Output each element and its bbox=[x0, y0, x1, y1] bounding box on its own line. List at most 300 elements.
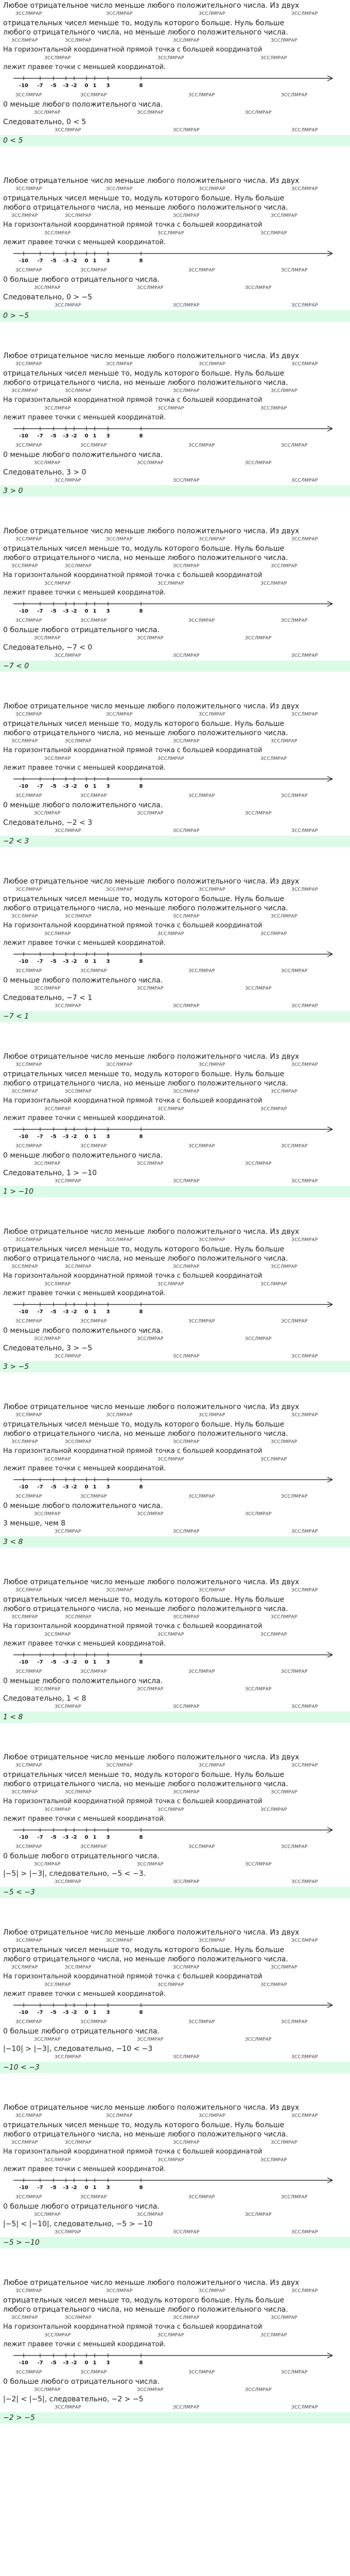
watermark-label: ЗССЛМРАР bbox=[188, 1494, 215, 1499]
tick-label: 0 bbox=[84, 2360, 89, 2366]
watermark-label: ЗССЛМРАР bbox=[80, 268, 107, 273]
comparison-text: |−5| < |−10|, следовательно, −5 > −10 bbox=[3, 2220, 153, 2228]
solution-block bbox=[0, 1577, 350, 1752]
watermark-label: ЗССЛМРАР bbox=[106, 1938, 133, 1943]
answer-bar bbox=[0, 1011, 350, 1022]
rule-text-5: лежит правее точки с меньшей координатой. bbox=[3, 63, 166, 71]
tick-label: 1 bbox=[93, 1484, 97, 1490]
watermark-label: ЗССЛМРАР bbox=[157, 56, 184, 61]
watermark-label: ЗССЛМРАР bbox=[65, 38, 92, 43]
rule-text-4: На горизонтальной координатной прямой точка с большей координатой bbox=[3, 1973, 262, 1980]
tick-label: -3 bbox=[63, 1835, 69, 1840]
watermark-label: ЗССЛМРАР bbox=[15, 93, 42, 98]
tick-label: -2 bbox=[71, 258, 77, 264]
watermark-label: ЗССЛМРАР bbox=[245, 1161, 272, 1166]
watermark-label: ЗССЛМРАР bbox=[199, 1413, 225, 1418]
tick-label: -2 bbox=[71, 1835, 77, 1840]
watermark-label: ЗССЛМРАР bbox=[106, 1238, 133, 1243]
label-row bbox=[3, 477, 347, 485]
rule-text-2: отрицательных чисел меньше то, модуль которого больше. Нуль больше bbox=[3, 1946, 285, 1954]
watermark-label: ЗССЛМРАР bbox=[281, 2195, 308, 2200]
answer-bar bbox=[0, 310, 350, 321]
solution-block bbox=[0, 2102, 350, 2277]
answer-text: 3 > 0 bbox=[3, 487, 23, 495]
rule-text-1: Любое отрицательное число меньше любого положительного числа. Из двух bbox=[3, 2279, 300, 2287]
watermark-label: ЗССЛМРАР bbox=[199, 11, 225, 16]
tick-label: -10 bbox=[19, 959, 29, 964]
solution-block bbox=[0, 0, 350, 175]
label-row bbox=[3, 913, 347, 921]
label-row bbox=[3, 968, 347, 976]
label-row bbox=[3, 212, 347, 221]
watermark-label: ЗССЛМРАР bbox=[15, 1494, 42, 1499]
watermark-label: ЗССЛМРАР bbox=[15, 187, 42, 192]
watermark-label: ЗССЛМРАР bbox=[291, 653, 318, 658]
watermark-label: ЗССЛМРАР bbox=[199, 712, 225, 717]
label-row bbox=[3, 1528, 347, 1536]
label-row bbox=[3, 711, 347, 719]
watermark-label: ЗССЛМРАР bbox=[245, 1862, 272, 1867]
answer-bar bbox=[0, 1361, 350, 1372]
watermark-label: ЗССЛМРАР bbox=[291, 1938, 318, 1943]
watermark-label: ЗССЛМРАР bbox=[65, 1264, 92, 1269]
label-row bbox=[3, 92, 347, 100]
watermark-label: ЗССЛМРАР bbox=[11, 1615, 38, 1620]
rule-short: 0 меньше любого положительного числа. bbox=[3, 976, 163, 985]
answer-text: −2 < 3 bbox=[3, 837, 29, 845]
tick-label: 3 bbox=[106, 2185, 110, 2191]
number-line-svg bbox=[3, 1650, 348, 1668]
tick-label: -7 bbox=[37, 1484, 43, 1490]
tick-label: 1 bbox=[93, 1309, 97, 1315]
watermark-label: ЗССЛМРАР bbox=[173, 213, 200, 218]
rule-text-2: отрицательных чисел меньше то, модуль которого больше. Нуль больше bbox=[3, 19, 285, 27]
watermark-label: ЗССЛМРАР bbox=[271, 1615, 297, 1620]
watermark-label: ЗССЛМРАР bbox=[188, 93, 215, 98]
watermark-label: ЗССЛМРАР bbox=[11, 914, 38, 919]
tick-label: -10 bbox=[19, 2010, 29, 2015]
watermark-label: ЗССЛМРАР bbox=[44, 756, 71, 761]
rule-text-5: лежит правее точки с меньшей координатой. bbox=[3, 764, 166, 772]
label-row bbox=[3, 1061, 347, 1070]
watermark-label: ЗССЛМРАР bbox=[106, 1413, 133, 1418]
label-row bbox=[3, 1318, 347, 1326]
watermark-label: ЗССЛМРАР bbox=[80, 793, 107, 799]
watermark-label: ЗССЛМРАР bbox=[157, 756, 184, 761]
watermark-label: ЗССЛМРАР bbox=[271, 1264, 297, 1269]
answer-text: −10 < −3 bbox=[3, 2063, 40, 2072]
tick-label: 8 bbox=[139, 608, 143, 614]
tick-label: 1 bbox=[93, 2010, 97, 2015]
solution-block bbox=[0, 1401, 350, 1577]
watermark-label: ЗССЛМРАР bbox=[157, 1282, 184, 1287]
rule-text-3: любого отрицательного числа, но меньше любого положительного числа. bbox=[3, 28, 288, 37]
watermark-label: ЗССЛМРАР bbox=[55, 478, 81, 483]
tick-label: -7 bbox=[37, 258, 43, 264]
label-row bbox=[3, 37, 347, 45]
rule-text-2: отрицательных чисел меньше то, модуль которого больше. Нуль больше bbox=[3, 369, 285, 378]
rule-text-2: отрицательных чисел меньше то, модуль которого больше. Нуль больше bbox=[3, 1771, 285, 1779]
comparison-text: Следовательно, 0 < 5 bbox=[3, 118, 86, 126]
watermark-label: ЗССЛМРАР bbox=[65, 1965, 92, 1970]
rule-text-3: любого отрицательного числа, но меньше любого положительного числа. bbox=[3, 1255, 288, 1263]
tick-label: -3 bbox=[63, 959, 69, 964]
watermark-label: ЗССЛМРАР bbox=[291, 828, 318, 834]
tick-label: 3 bbox=[106, 1659, 110, 1665]
answer-text: 0 < 5 bbox=[3, 137, 23, 145]
watermark-label: ЗССЛМРАР bbox=[245, 2387, 272, 2393]
watermark-label: ЗССЛМРАР bbox=[15, 443, 42, 448]
watermark-label: ЗССЛМРАР bbox=[291, 1413, 318, 1418]
watermark-label: ЗССЛМРАР bbox=[80, 969, 107, 974]
tick-label: -7 bbox=[37, 1659, 43, 1665]
number-line-svg bbox=[3, 774, 348, 792]
tick-label: -3 bbox=[63, 784, 69, 789]
watermark-label: ЗССЛМРАР bbox=[281, 1319, 308, 1324]
watermark-label: ЗССЛМРАР bbox=[34, 811, 61, 816]
watermark-label: ЗССЛМРАР bbox=[44, 406, 71, 411]
label-row bbox=[3, 1412, 347, 1420]
tick-label: -7 bbox=[37, 1835, 43, 1840]
solution-block bbox=[0, 1051, 350, 1226]
label-row bbox=[3, 405, 347, 413]
watermark-label: ЗССЛМРАР bbox=[15, 2113, 42, 2119]
tick-label: -10 bbox=[19, 258, 29, 264]
watermark-label: ЗССЛМРАР bbox=[11, 739, 38, 744]
answer-text: −7 < 1 bbox=[3, 1012, 29, 1021]
tick-label: -10 bbox=[19, 83, 29, 89]
rule-text-4: На горизонтальной координатной прямой точка с большей координатой bbox=[3, 1272, 262, 1280]
watermark-label: ЗССЛМРАР bbox=[291, 2405, 318, 2410]
answer-bar bbox=[0, 1711, 350, 1723]
watermark-label: ЗССЛМРАР bbox=[55, 1004, 81, 1009]
tick-label: 0 bbox=[84, 959, 89, 964]
watermark-label: ЗССЛМРАР bbox=[245, 1687, 272, 1692]
tick-label: -10 bbox=[19, 1659, 29, 1665]
watermark-label: ЗССЛМРАР bbox=[271, 213, 297, 218]
watermark-label: ЗССЛМРАР bbox=[44, 931, 71, 937]
rule-text-4: На горизонтальной координатной прямой точка с большей координатой bbox=[3, 1798, 262, 1805]
watermark-label: ЗССЛМРАР bbox=[55, 2055, 81, 2060]
watermark-label: ЗССЛМРАР bbox=[271, 1439, 297, 1445]
watermark-label: ЗССЛМРАР bbox=[55, 303, 81, 308]
watermark-label: ЗССЛМРАР bbox=[137, 811, 164, 816]
watermark-label: ЗССЛМРАР bbox=[137, 2387, 164, 2393]
watermark-label: ЗССЛМРАР bbox=[291, 1238, 318, 1243]
watermark-label: ЗССЛМРАР bbox=[260, 2333, 287, 2338]
label-row bbox=[3, 1438, 347, 1447]
rule-text-1: Любое отрицательное число меньше любого положительного числа. Из двух bbox=[3, 177, 300, 185]
watermark-label: ЗССЛМРАР bbox=[199, 1238, 225, 1243]
label-row bbox=[3, 1762, 347, 1770]
watermark-label: ЗССЛМРАР bbox=[260, 1982, 287, 1988]
rule-text-2: отрицательных чисел меньше то, модуль которого больше. Нуль больше bbox=[3, 1070, 285, 1078]
watermark-label: ЗССЛМРАР bbox=[291, 1763, 318, 1768]
rule-text-1: Любое отрицательное число меньше любого положительного числа. Из двух bbox=[3, 352, 300, 360]
watermark-label: ЗССЛМРАР bbox=[199, 1588, 225, 1593]
label-row bbox=[3, 1614, 347, 1622]
watermark-label: ЗССЛМРАР bbox=[173, 739, 200, 744]
tick-label: -5 bbox=[50, 2185, 57, 2191]
watermark-label: ЗССЛМРАР bbox=[173, 128, 200, 133]
watermark-label: ЗССЛМРАР bbox=[173, 1790, 200, 1795]
comparison-text: |−2| < |−5|, следовательно, −2 > −5 bbox=[3, 2395, 144, 2403]
watermark-label: ЗССЛМРАР bbox=[65, 2315, 92, 2320]
watermark-label: ЗССЛМРАР bbox=[44, 1982, 71, 1988]
watermark-label: ЗССЛМРАР bbox=[260, 1457, 287, 1462]
rule-text-5: лежит правее точки с меньшей координатой. bbox=[3, 2341, 166, 2348]
tick-label: 8 bbox=[139, 1134, 143, 1140]
watermark-label: ЗССЛМРАР bbox=[157, 1632, 184, 1637]
number-line-svg bbox=[3, 2175, 348, 2194]
watermark-label: ЗССЛМРАР bbox=[11, 1965, 38, 1970]
watermark-label: ЗССЛМРАР bbox=[245, 110, 272, 115]
label-row bbox=[3, 2112, 347, 2121]
watermark-label: ЗССЛМРАР bbox=[65, 1790, 92, 1795]
watermark-label: ЗССЛМРАР bbox=[34, 461, 61, 466]
solution-block bbox=[0, 1927, 350, 2102]
tick-label: 1 bbox=[93, 1134, 97, 1140]
watermark-label: ЗССЛМРАР bbox=[291, 1704, 318, 1709]
tick-label: -2 bbox=[71, 1659, 77, 1665]
watermark-label: ЗССЛМРАР bbox=[291, 2113, 318, 2119]
watermark-label: ЗССЛМРАР bbox=[137, 986, 164, 991]
answer-text: 1 > −10 bbox=[3, 1188, 34, 1196]
watermark-label: ЗССЛМРАР bbox=[271, 739, 297, 744]
rule-text-4: На горизонтальной координатной прямой точка с большей координатой bbox=[3, 1097, 262, 1105]
tick-label: 0 bbox=[84, 1309, 89, 1315]
watermark-label: ЗССЛМРАР bbox=[173, 1354, 200, 1359]
rule-text-1: Любое отрицательное число меньше любого положительного числа. Из двух bbox=[3, 1053, 300, 1061]
watermark-label: ЗССЛМРАР bbox=[55, 828, 81, 834]
watermark-label: ЗССЛМРАР bbox=[199, 1763, 225, 1768]
label-row bbox=[3, 1281, 347, 1289]
watermark-label: ЗССЛМРАР bbox=[173, 1439, 200, 1445]
tick-label: 0 bbox=[84, 1835, 89, 1840]
tick-label: -3 bbox=[63, 258, 69, 264]
watermark-label: ЗССЛМРАР bbox=[188, 1669, 215, 1674]
comparison-text: Следовательно, 1 < 8 bbox=[3, 1694, 86, 1703]
watermark-label: ЗССЛМРАР bbox=[199, 362, 225, 367]
number-line bbox=[3, 1299, 347, 1318]
watermark-label: ЗССЛМРАР bbox=[281, 2020, 308, 2025]
tick-label: -5 bbox=[50, 433, 57, 439]
watermark-label: ЗССЛМРАР bbox=[271, 1965, 297, 1970]
rule-text-4: На горизонтальной координатной прямой точка с большей координатой bbox=[3, 396, 262, 404]
watermark-label: ЗССЛМРАР bbox=[80, 93, 107, 98]
solution-block bbox=[0, 701, 350, 876]
tick-label: 0 bbox=[84, 433, 89, 439]
label-row bbox=[3, 2211, 347, 2219]
watermark-label: ЗССЛМРАР bbox=[260, 756, 287, 761]
watermark-label: ЗССЛМРАР bbox=[15, 618, 42, 623]
watermark-label: ЗССЛМРАР bbox=[106, 1588, 133, 1593]
tick-label: -2 bbox=[71, 608, 77, 614]
rule-text-4: На горизонтальной координатной прямой точка с большей координатой bbox=[3, 1622, 262, 1630]
watermark-label: ЗССЛМРАР bbox=[173, 2230, 200, 2235]
tick-label: -7 bbox=[37, 784, 43, 789]
number-line-svg bbox=[3, 1299, 348, 1318]
watermark-label: ЗССЛМРАР bbox=[15, 1938, 42, 1943]
label-row bbox=[3, 792, 347, 801]
watermark-label: ЗССЛМРАР bbox=[281, 969, 308, 974]
label-row bbox=[3, 1964, 347, 1972]
label-row bbox=[3, 755, 347, 764]
watermark-label: ЗССЛМРАР bbox=[106, 1763, 133, 1768]
watermark-label: ЗССЛМРАР bbox=[34, 1862, 61, 1867]
watermark-label: ЗССЛМРАР bbox=[34, 2387, 61, 2393]
rule-text-5: лежит правее точки с меньшей координатой. bbox=[3, 1465, 166, 1472]
tick-label: -5 bbox=[50, 258, 57, 264]
comparison-text: |−5| > |−3|, следовательно, −5 < −3. bbox=[3, 1870, 146, 1878]
watermark-label: ЗССЛМРАР bbox=[15, 1763, 42, 1768]
label-row bbox=[3, 2019, 347, 2027]
watermark-label: ЗССЛМРАР bbox=[281, 268, 308, 273]
watermark-label: ЗССЛМРАР bbox=[15, 2289, 42, 2294]
tick-label: -3 bbox=[63, 1659, 69, 1665]
watermark-label: ЗССЛМРАР bbox=[188, 2020, 215, 2025]
label-row bbox=[3, 1236, 347, 1245]
tick-label: -2 bbox=[71, 1134, 77, 1140]
watermark-label: ЗССЛМРАР bbox=[260, 231, 287, 236]
tick-label: -7 bbox=[37, 83, 43, 89]
tick-label: -7 bbox=[37, 608, 43, 614]
rule-text-2: отрицательных чисел меньше то, модуль которого больше. Нуль больше bbox=[3, 1420, 285, 1429]
tick-label: -7 bbox=[37, 2185, 43, 2191]
watermark-label: ЗССЛМРАР bbox=[271, 1790, 297, 1795]
answer-bar bbox=[0, 1536, 350, 1548]
watermark-label: ЗССЛМРАР bbox=[11, 1089, 38, 1094]
tick-label: 3 bbox=[106, 959, 110, 964]
watermark-label: ЗССЛМРАР bbox=[11, 2315, 38, 2320]
watermark-label: ЗССЛМРАР bbox=[173, 564, 200, 569]
tick-label: 1 bbox=[93, 83, 97, 89]
watermark-label: ЗССЛМРАР bbox=[80, 1669, 107, 1674]
label-row bbox=[3, 127, 347, 135]
tick-label: -10 bbox=[19, 1134, 29, 1140]
tick-label: 8 bbox=[139, 1835, 143, 1840]
answer-bar bbox=[0, 2237, 350, 2248]
watermark-label: ЗССЛМРАР bbox=[281, 1144, 308, 1149]
watermark-label: ЗССЛМРАР bbox=[173, 1965, 200, 1970]
watermark-label: ЗССЛМРАР bbox=[34, 2037, 61, 2042]
tick-label: -2 bbox=[71, 2360, 77, 2366]
label-row bbox=[3, 2157, 347, 2165]
watermark-label: ЗССЛМРАР bbox=[137, 285, 164, 291]
tick-label: 8 bbox=[139, 2010, 143, 2015]
number-line-svg bbox=[3, 248, 348, 267]
number-line bbox=[3, 2000, 347, 2019]
rule-short: 0 меньше любого положительного числа. bbox=[3, 100, 163, 109]
label-row bbox=[3, 1843, 347, 1852]
rule-text-3: любого отрицательного числа, но меньше любого положительного числа. bbox=[3, 1780, 288, 1788]
tick-label: -10 bbox=[19, 1309, 29, 1315]
watermark-label: ЗССЛМРАР bbox=[106, 362, 133, 367]
number-line bbox=[3, 1124, 347, 1143]
number-line bbox=[3, 1475, 347, 1493]
watermark-label: ЗССЛМРАР bbox=[271, 1089, 297, 1094]
rule-text-5: лежит правее точки с меньшей координатой. bbox=[3, 2165, 166, 2173]
watermark-label: ЗССЛМРАР bbox=[15, 2195, 42, 2200]
number-line bbox=[3, 2350, 347, 2369]
watermark-label: ЗССЛМРАР bbox=[106, 2289, 133, 2294]
rule-text-4: На горизонтальной координатной прямой точка с большей координатой bbox=[3, 747, 262, 754]
watermark-label: ЗССЛМРАР bbox=[137, 2037, 164, 2042]
watermark-label: ЗССЛМРАР bbox=[34, 285, 61, 291]
number-line bbox=[3, 2175, 347, 2194]
label-row bbox=[3, 1686, 347, 1694]
rule-text-1: Любое отрицательное число меньше любого положительного числа. Из двух bbox=[3, 1928, 300, 1937]
answer-bar bbox=[0, 660, 350, 672]
solution-block bbox=[0, 1226, 350, 1401]
number-line-svg bbox=[3, 599, 348, 617]
label-row bbox=[3, 2194, 347, 2202]
watermark-label: ЗССЛМРАР bbox=[291, 128, 318, 133]
watermark-label: ЗССЛМРАР bbox=[173, 2315, 200, 2320]
watermark-label: ЗССЛМРАР bbox=[80, 2370, 107, 2375]
watermark-label: ЗССЛМРАР bbox=[55, 128, 81, 133]
watermark-label: ЗССЛМРАР bbox=[271, 2315, 297, 2320]
label-row bbox=[3, 617, 347, 625]
tick-label: 0 bbox=[84, 1134, 89, 1140]
number-line bbox=[3, 73, 347, 92]
watermark-label: ЗССЛМРАР bbox=[55, 1529, 81, 1534]
tick-label: -3 bbox=[63, 2185, 69, 2191]
label-row bbox=[3, 361, 347, 369]
watermark-label: ЗССЛМРАР bbox=[157, 1107, 184, 1112]
label-row bbox=[3, 10, 347, 19]
watermark-label: ЗССЛМРАР bbox=[15, 969, 42, 974]
watermark-label: ЗССЛМРАР bbox=[281, 443, 308, 448]
label-row bbox=[3, 1178, 347, 1186]
tick-label: -3 bbox=[63, 2010, 69, 2015]
solution-block bbox=[0, 350, 350, 526]
tick-label: 8 bbox=[139, 959, 143, 964]
tick-label: 8 bbox=[139, 2360, 143, 2366]
watermark-label: ЗССЛМРАР bbox=[291, 11, 318, 16]
watermark-label: ЗССЛМРАР bbox=[291, 537, 318, 542]
label-row bbox=[3, 1160, 347, 1168]
watermark-label: ЗССЛМРАР bbox=[34, 636, 61, 641]
label-row bbox=[3, 442, 347, 450]
watermark-label: ЗССЛМРАР bbox=[188, 2195, 215, 2200]
watermark-label: ЗССЛМРАР bbox=[260, 2158, 287, 2163]
watermark-label: ЗССЛМРАР bbox=[173, 1089, 200, 1094]
watermark-label: ЗССЛМРАР bbox=[271, 564, 297, 569]
watermark-label: ЗССЛМРАР bbox=[245, 1512, 272, 1517]
tick-label: -7 bbox=[37, 959, 43, 964]
label-row bbox=[3, 302, 347, 310]
watermark-label: ЗССЛМРАР bbox=[188, 1144, 215, 1149]
rule-text-4: На горизонтальной координатной прямой точка с большей координатой bbox=[3, 922, 262, 929]
watermark-label: ЗССЛМРАР bbox=[15, 1319, 42, 1324]
watermark-label: ЗССЛМРАР bbox=[173, 1529, 200, 1534]
label-row bbox=[3, 284, 347, 293]
rule-text-1: Любое отрицательное число меньше любого положительного числа. Из двух bbox=[3, 702, 300, 710]
tick-label: 1 bbox=[93, 433, 97, 439]
watermark-label: ЗССЛМРАР bbox=[15, 11, 42, 16]
label-row bbox=[3, 1587, 347, 1595]
watermark-label: ЗССЛМРАР bbox=[34, 1512, 61, 1517]
watermark-label: ЗССЛМРАР bbox=[173, 2140, 200, 2145]
tick-label: -3 bbox=[63, 83, 69, 89]
watermark-label: ЗССЛМРАР bbox=[188, 268, 215, 273]
watermark-label: ЗССЛМРАР bbox=[15, 1144, 42, 1149]
rule-text-5: лежит правее точки с меньшей координатой. bbox=[3, 1114, 166, 1122]
label-row bbox=[3, 1143, 347, 1151]
label-row bbox=[3, 1878, 347, 1887]
rule-text-1: Любое отрицательное число меньше любого положительного числа. Из двух bbox=[3, 1228, 300, 1236]
